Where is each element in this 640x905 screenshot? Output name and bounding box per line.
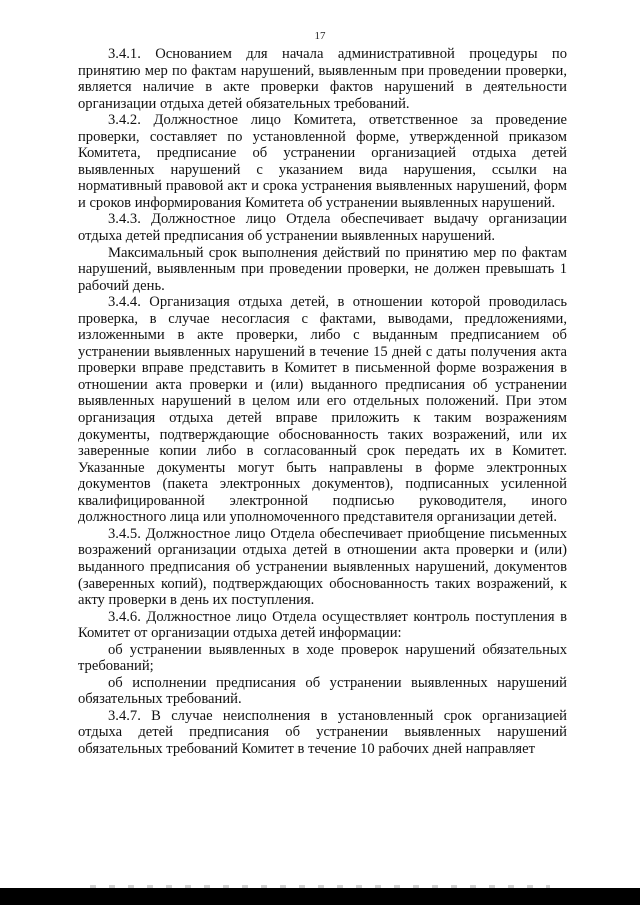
paragraph-3-4-5: 3.4.5. Должностное лицо Отдела обеспечивает приобщение письменных возражений организации отдыха детей в отношении акта проверки и (или) выданного предписания об устранении выявленных нарушений, документов (заверенных копий), подтверждающих обоснованность таких возражений, к акту проверки в день их поступления. bbox=[78, 525, 567, 609]
paragraph-3-4-2: 3.4.2. Должностное лицо Комитета, ответственное за проведение проверки, составляет по установленной форме, утвержденной приказом Комитета, предписание об устранении организацией отдыха детей выявленных нарушений с указанием вида нарушения, ссылки на нормативный правовой акт и срока устранения выявленных нарушений, форм и сроков информирования Комитета об устранении выявленных нарушений. bbox=[78, 112, 567, 211]
list-item-elimination: об устранении выявленных в ходе проверок нарушений обязательных требований; bbox=[78, 641, 567, 675]
paragraph-3-4-4: 3.4.4. Организация отдыха детей, в отношении которой проводилась проверка, в случае несогласия с фактами, выводами, предложениями, изложенными в акте проверки, либо с выданным предписанием об устранении выявленных нарушений в течение 15 дней с даты получения акта проверки вправе представить в Комитет в письменной форме возражения в отношении акта проверки и (или) выданного предписания об устранении выявленных нарушений в целом или его отдельных положений. При этом организация отдыха детей вправе приложить к таким возражениям документы, подтверждающие обоснованность таких возражений, или их заверенные копии либо в согласованный срок передать их в Комитет. Указанные документы могут быть направлены в форме электронных документов (пакета электронных документов), подписанных усиленной квалифицированной электронной подписью руководителя, иного должностного лица или уполномоченного представителя организации детей. bbox=[78, 294, 567, 526]
paragraph-3-4-1: 3.4.1. Основанием для начала административной процедуры по принятию мер по фактам нарушений, выявленным при проведении проверки, является наличие в акте проверки фактов нарушений в деятельности организации отдыха детей обязательных требований. bbox=[78, 46, 567, 112]
document-body bbox=[78, 46, 567, 758]
list-item-execution: об исполнении предписания об устранении выявленных нарушений обязательных требований. bbox=[78, 674, 567, 708]
paragraph-3-4-3: 3.4.3. Должностное лицо Отдела обеспечивает выдачу организации отдыха детей предписания об устранении выявленных нарушений. bbox=[78, 211, 567, 245]
paragraph-3-4-7: 3.4.7. В случае неисполнения в установленный срок организацией отдыха детей предписания об устранении выявленных нарушений обязательных требований Комитет в течение 10 рабочих дней направляет bbox=[78, 707, 567, 757]
page-number: 17 bbox=[314, 30, 326, 42]
paragraph-3-4-6: 3.4.6. Должностное лицо Отдела осуществляет контроль поступления в Комитет от организации отдыха детей информации: bbox=[78, 608, 567, 642]
paragraph-max-term: Максимальный срок выполнения действий по принятию мер по фактам нарушений, выявленным при проведении проверки, не должен превышать 1 рабочий день. bbox=[78, 244, 567, 294]
scan-bottom-edge bbox=[0, 888, 640, 905]
